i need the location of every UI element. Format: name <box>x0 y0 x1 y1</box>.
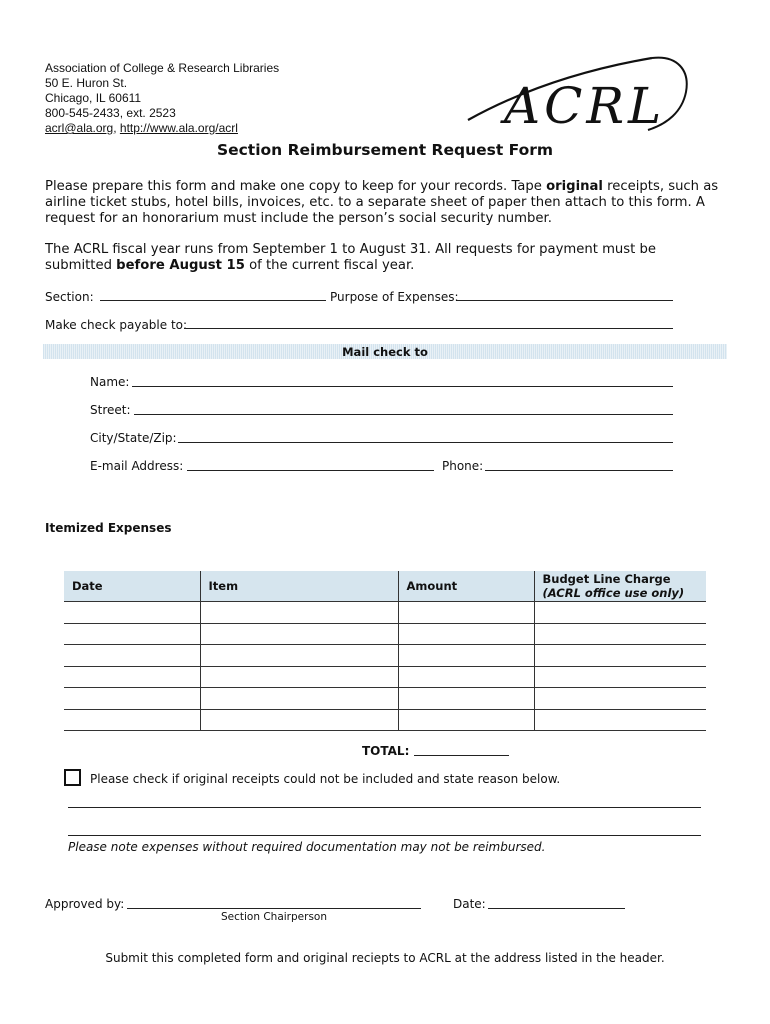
date-cell[interactable] <box>64 688 200 710</box>
date-cell[interactable] <box>64 666 200 688</box>
table-row <box>64 709 706 731</box>
budget-cell[interactable] <box>534 645 706 667</box>
col-date: Date <box>64 571 200 602</box>
item-cell[interactable] <box>200 602 398 624</box>
name-label: Name: <box>90 375 130 389</box>
city-label: City/State/Zip: <box>90 431 177 445</box>
date-field[interactable] <box>488 908 625 909</box>
link-separator: , <box>113 121 120 135</box>
budget-note: (ACRL office use only) <box>542 586 685 600</box>
table-row <box>64 688 706 710</box>
payable-field[interactable] <box>184 328 673 329</box>
city-field[interactable] <box>178 442 673 443</box>
date-cell[interactable] <box>64 645 200 667</box>
amount-cell[interactable] <box>398 645 534 667</box>
reason-line-1[interactable] <box>68 807 701 808</box>
col-amount: Amount <box>398 571 534 602</box>
budget-cell[interactable] <box>534 666 706 688</box>
budget-cell[interactable] <box>534 709 706 731</box>
date-cell[interactable] <box>64 602 200 624</box>
purpose-field[interactable] <box>457 300 673 301</box>
name-field[interactable] <box>132 386 673 387</box>
payable-label: Make check payable to: <box>45 318 188 332</box>
item-cell[interactable] <box>200 623 398 645</box>
org-phone: 800-545-2433, ext. 2523 <box>45 106 176 120</box>
section-field[interactable] <box>100 300 326 301</box>
total-field[interactable] <box>414 755 509 756</box>
col-budget-line: Budget Line Charge (ACRL office use only) <box>534 571 706 602</box>
reason-line-2[interactable] <box>68 835 701 836</box>
intro-paragraph-2: The ACRL fiscal year runs from September 1 to August 31. All requests for payment must be submitted before August 15 of the current fiscal year. <box>45 242 656 273</box>
item-cell[interactable] <box>200 645 398 667</box>
amount-cell[interactable] <box>398 666 534 688</box>
email-field[interactable] <box>187 470 434 471</box>
item-cell[interactable] <box>200 666 398 688</box>
website-link[interactable]: http://www.ala.org/acrl <box>119 121 238 135</box>
org-street: 50 E. Huron St. <box>45 76 128 90</box>
budget-cell[interactable] <box>534 602 706 624</box>
item-cell[interactable] <box>200 709 398 731</box>
section-label: Section: <box>45 290 94 304</box>
org-name: Association of College & Research Libraries <box>45 61 280 75</box>
date-cell[interactable] <box>64 709 200 731</box>
approved-by-field[interactable] <box>127 908 421 909</box>
logo-text: ACRL <box>504 77 666 135</box>
page-title: Section Reimbursement Request Form <box>216 141 554 159</box>
chairperson-caption: Section Chairperson <box>221 911 327 923</box>
table-row <box>64 666 706 688</box>
total-label: TOTAL: <box>362 744 410 758</box>
col-item: Item <box>200 571 398 602</box>
table-row <box>64 602 706 624</box>
amount-cell[interactable] <box>398 602 534 624</box>
date-label: Date: <box>453 897 486 911</box>
intro-paragraph-1: Please prepare this form and make one copy to keep for your records. Tape original receipts, such as airline ticket stubs, hotel bills, invoices, etc. to a separate sheet of paper then attach to this form. A request for an honorarium must include the person’s social security number. <box>45 179 719 226</box>
table-header-row <box>64 571 706 602</box>
phone-label: Phone: <box>442 459 484 473</box>
table-row <box>64 623 706 645</box>
email-label: E-mail Address: <box>90 459 184 473</box>
footer-instructions: Submit this completed form and original reciepts to ACRL at the address listed in the header. <box>105 951 665 965</box>
budget-cell[interactable] <box>534 688 706 710</box>
phone-field[interactable] <box>485 470 673 471</box>
street-field[interactable] <box>134 414 673 415</box>
expenses-table <box>64 571 706 731</box>
purpose-label: Purpose of Expenses: <box>330 290 459 304</box>
amount-cell[interactable] <box>398 709 534 731</box>
table-row <box>64 645 706 667</box>
street-label: Street: <box>90 403 131 417</box>
org-city: Chicago, IL 60611 <box>45 91 142 105</box>
budget-cell[interactable] <box>534 623 706 645</box>
receipts-checkbox-label: Please check if original receipts could not be included and state reason below. <box>90 772 561 786</box>
amount-cell[interactable] <box>398 623 534 645</box>
receipts-checkbox[interactable] <box>64 769 81 786</box>
mail-check-heading: Mail check to <box>342 345 428 359</box>
date-cell[interactable] <box>64 623 200 645</box>
documentation-note: Please note expenses without required documentation may not be reimbursed. <box>68 840 546 854</box>
approved-by-label: Approved by: <box>45 897 125 911</box>
item-cell[interactable] <box>200 688 398 710</box>
amount-cell[interactable] <box>398 688 534 710</box>
email-link[interactable]: acrl@ala.org <box>45 121 114 135</box>
acrl-logo <box>462 50 694 140</box>
address-block <box>45 61 279 136</box>
expenses-heading: Itemized Expenses <box>45 521 172 535</box>
